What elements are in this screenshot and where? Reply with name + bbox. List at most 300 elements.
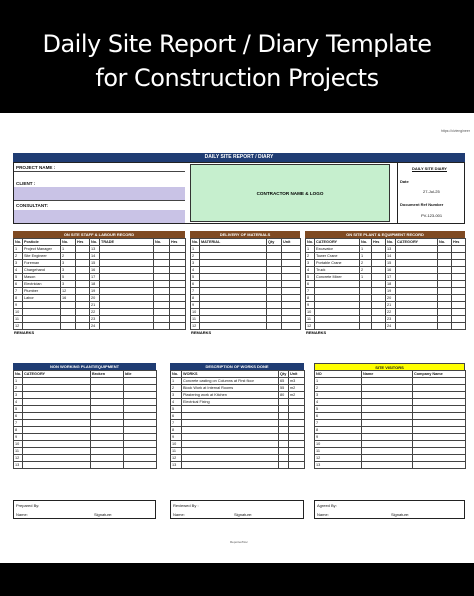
table-cell[interactable]	[413, 462, 466, 469]
table-cell[interactable]	[372, 316, 386, 323]
table-cell[interactable]	[23, 441, 91, 448]
table-cell[interactable]	[360, 302, 372, 309]
table-cell[interactable]	[61, 323, 76, 330]
table-cell[interactable]	[76, 246, 90, 253]
table-cell[interactable]	[124, 462, 157, 469]
table-cell[interactable]: Plastering work at Kitchen	[182, 392, 279, 399]
table-cell[interactable]: Electrical Fixing	[182, 399, 279, 406]
table-cell[interactable]	[200, 302, 267, 309]
table-cell[interactable]	[452, 246, 466, 253]
table-cell[interactable]: 14	[386, 253, 396, 260]
table-cell[interactable]	[91, 378, 124, 385]
table-cell[interactable]	[170, 253, 186, 260]
table-cell[interactable]	[23, 455, 91, 462]
table-cell[interactable]	[282, 274, 301, 281]
table-cell[interactable]	[413, 378, 466, 385]
table-cell[interactable]	[182, 413, 279, 420]
table-cell[interactable]	[372, 267, 386, 274]
table-cell[interactable]	[438, 267, 452, 274]
table-cell[interactable]	[124, 413, 157, 420]
table-cell[interactable]	[100, 246, 154, 253]
table-cell[interactable]: 18	[386, 281, 396, 288]
table-cell[interactable]	[200, 246, 267, 253]
table-cell[interactable]	[315, 295, 360, 302]
table-cell[interactable]: 19	[386, 288, 396, 295]
table-cell[interactable]: 3	[61, 267, 76, 274]
table-cell[interactable]: 17	[90, 274, 100, 281]
table-cell[interactable]	[124, 378, 157, 385]
table-cell[interactable]	[91, 413, 124, 420]
table-cell[interactable]	[154, 316, 170, 323]
table-cell[interactable]	[76, 302, 90, 309]
table-cell[interactable]	[200, 281, 267, 288]
table-cell[interactable]: Tower Crane	[315, 253, 360, 260]
table-cell[interactable]	[438, 253, 452, 260]
table-cell[interactable]	[413, 399, 466, 406]
table-cell[interactable]	[396, 281, 438, 288]
table-cell[interactable]	[279, 448, 289, 455]
table-cell[interactable]	[267, 295, 282, 302]
table-cell[interactable]	[362, 378, 413, 385]
table-cell[interactable]	[100, 302, 154, 309]
table-cell[interactable]	[452, 281, 466, 288]
table-cell[interactable]	[362, 427, 413, 434]
table-cell[interactable]	[362, 392, 413, 399]
table-cell[interactable]	[282, 295, 301, 302]
table-cell[interactable]	[362, 399, 413, 406]
table-cell[interactable]	[267, 260, 282, 267]
table-cell[interactable]: 24	[90, 323, 100, 330]
table-cell[interactable]	[200, 260, 267, 267]
table-cell[interactable]: 24	[386, 323, 396, 330]
table-cell[interactable]: Concrete casting on Columns at First floor	[182, 378, 279, 385]
table-cell[interactable]	[452, 323, 466, 330]
table-cell[interactable]	[182, 406, 279, 413]
table-cell[interactable]	[362, 455, 413, 462]
table-cell[interactable]	[396, 246, 438, 253]
table-cell[interactable]	[282, 267, 301, 274]
table-cell[interactable]: 2	[360, 267, 372, 274]
table-cell[interactable]	[23, 434, 91, 441]
table-cell[interactable]	[396, 253, 438, 260]
table-cell[interactable]: 5	[61, 274, 76, 281]
table-cell[interactable]: Truck	[315, 267, 360, 274]
table-cell[interactable]	[282, 288, 301, 295]
table-cell[interactable]	[124, 420, 157, 427]
table-cell[interactable]	[170, 281, 186, 288]
table-cell[interactable]	[438, 309, 452, 316]
table-cell[interactable]	[360, 295, 372, 302]
table-cell[interactable]	[362, 448, 413, 455]
table-cell[interactable]	[23, 309, 61, 316]
table-cell[interactable]	[360, 288, 372, 295]
table-cell[interactable]	[413, 385, 466, 392]
table-cell[interactable]	[23, 378, 91, 385]
table-cell[interactable]: 23	[90, 316, 100, 323]
table-cell[interactable]	[372, 281, 386, 288]
table-cell[interactable]	[267, 253, 282, 260]
table-cell[interactable]	[279, 455, 289, 462]
table-cell[interactable]	[396, 316, 438, 323]
table-cell[interactable]	[372, 274, 386, 281]
table-cell[interactable]	[23, 462, 91, 469]
table-cell[interactable]: 17	[386, 274, 396, 281]
table-cell[interactable]	[200, 253, 267, 260]
table-cell[interactable]	[23, 316, 61, 323]
agreed-by-name[interactable]: Name:	[317, 512, 329, 517]
table-cell[interactable]	[360, 281, 372, 288]
table-cell[interactable]	[267, 316, 282, 323]
table-cell[interactable]: 16	[386, 267, 396, 274]
table-cell[interactable]	[91, 455, 124, 462]
table-cell[interactable]: 3	[61, 281, 76, 288]
table-cell[interactable]	[279, 413, 289, 420]
table-cell[interactable]	[182, 441, 279, 448]
table-cell[interactable]	[360, 309, 372, 316]
table-cell[interactable]	[372, 260, 386, 267]
table-cell[interactable]	[100, 267, 154, 274]
table-cell[interactable]	[372, 295, 386, 302]
table-cell[interactable]	[282, 316, 301, 323]
table-cell[interactable]: 3	[61, 260, 76, 267]
table-cell[interactable]	[182, 420, 279, 427]
table-cell[interactable]	[289, 462, 305, 469]
table-cell[interactable]	[289, 441, 305, 448]
table-cell[interactable]	[413, 413, 466, 420]
agreed-by-signature[interactable]: Signature:	[391, 512, 410, 517]
table-cell[interactable]	[91, 406, 124, 413]
table-cell[interactable]	[124, 448, 157, 455]
table-cell[interactable]: Electrician	[23, 281, 61, 288]
table-cell[interactable]	[170, 267, 186, 274]
table-cell[interactable]: 23	[386, 316, 396, 323]
table-cell[interactable]	[23, 399, 91, 406]
table-cell[interactable]	[452, 253, 466, 260]
table-cell[interactable]	[91, 434, 124, 441]
table-cell[interactable]	[76, 309, 90, 316]
table-cell[interactable]: Plumber	[23, 288, 61, 295]
table-cell[interactable]	[279, 399, 289, 406]
table-cell[interactable]	[438, 288, 452, 295]
table-cell[interactable]	[438, 323, 452, 330]
table-cell[interactable]	[438, 281, 452, 288]
table-cell[interactable]	[282, 323, 301, 330]
table-cell[interactable]	[372, 323, 386, 330]
table-cell[interactable]	[413, 427, 466, 434]
table-cell[interactable]	[315, 316, 360, 323]
table-cell[interactable]	[91, 392, 124, 399]
table-cell[interactable]	[182, 455, 279, 462]
table-cell[interactable]	[315, 288, 360, 295]
table-cell[interactable]	[289, 413, 305, 420]
table-cell[interactable]	[154, 253, 170, 260]
table-cell[interactable]	[124, 399, 157, 406]
table-cell[interactable]	[279, 427, 289, 434]
table-cell[interactable]	[91, 448, 124, 455]
table-cell[interactable]: 21	[386, 302, 396, 309]
table-cell[interactable]: 15	[386, 260, 396, 267]
table-cell[interactable]	[100, 316, 154, 323]
table-cell[interactable]	[200, 316, 267, 323]
table-cell[interactable]	[76, 260, 90, 267]
table-cell[interactable]: 13	[386, 246, 396, 253]
table-cell[interactable]	[362, 385, 413, 392]
prepared-by-name[interactable]: Name:	[16, 512, 28, 517]
table-cell[interactable]	[124, 392, 157, 399]
table-cell[interactable]	[279, 406, 289, 413]
table-cell[interactable]: Site Engineer	[23, 253, 61, 260]
table-cell[interactable]	[170, 260, 186, 267]
table-cell[interactable]	[200, 295, 267, 302]
table-cell[interactable]	[182, 434, 279, 441]
table-cell[interactable]: Foreman	[23, 260, 61, 267]
table-cell[interactable]: Project Manager	[23, 246, 61, 253]
table-cell[interactable]	[76, 253, 90, 260]
table-cell[interactable]	[396, 274, 438, 281]
table-cell[interactable]	[23, 413, 91, 420]
table-cell[interactable]	[23, 406, 91, 413]
table-cell[interactable]: Chargehand	[23, 267, 61, 274]
table-cell[interactable]	[282, 260, 301, 267]
table-cell[interactable]	[396, 302, 438, 309]
table-cell[interactable]: 16	[90, 267, 100, 274]
table-cell[interactable]: 21	[90, 302, 100, 309]
table-cell[interactable]	[282, 281, 301, 288]
table-cell[interactable]	[289, 434, 305, 441]
table-cell[interactable]	[154, 295, 170, 302]
table-cell[interactable]: 14	[90, 253, 100, 260]
table-cell[interactable]	[452, 288, 466, 295]
table-cell[interactable]: m3	[289, 378, 305, 385]
table-cell[interactable]	[279, 420, 289, 427]
table-cell[interactable]	[100, 288, 154, 295]
table-cell[interactable]	[282, 302, 301, 309]
table-cell[interactable]	[360, 316, 372, 323]
table-cell[interactable]	[91, 420, 124, 427]
table-cell[interactable]: 1	[360, 253, 372, 260]
reviewed-by-name[interactable]: Name:	[173, 512, 185, 517]
table-cell[interactable]	[267, 302, 282, 309]
table-cell[interactable]	[438, 274, 452, 281]
table-cell[interactable]	[200, 274, 267, 281]
table-cell[interactable]	[438, 295, 452, 302]
table-cell[interactable]: 20	[386, 295, 396, 302]
table-cell[interactable]: 2	[360, 260, 372, 267]
table-cell[interactable]	[452, 260, 466, 267]
table-cell[interactable]	[315, 309, 360, 316]
table-cell[interactable]	[200, 323, 267, 330]
table-cell[interactable]	[362, 441, 413, 448]
table-cell[interactable]	[267, 274, 282, 281]
table-cell[interactable]	[267, 288, 282, 295]
table-cell[interactable]	[200, 288, 267, 295]
table-cell[interactable]	[438, 302, 452, 309]
table-cell[interactable]	[372, 288, 386, 295]
table-cell[interactable]	[267, 323, 282, 330]
table-cell[interactable]	[182, 427, 279, 434]
table-cell[interactable]: 2	[61, 253, 76, 260]
table-cell[interactable]	[362, 462, 413, 469]
table-cell[interactable]	[100, 309, 154, 316]
table-cell[interactable]: Labor	[23, 295, 61, 302]
table-cell[interactable]: 19	[90, 288, 100, 295]
table-cell[interactable]	[396, 309, 438, 316]
table-cell[interactable]	[170, 316, 186, 323]
table-cell[interactable]: 80	[279, 392, 289, 399]
table-cell[interactable]	[362, 413, 413, 420]
consultant-field[interactable]	[14, 210, 185, 223]
table-cell[interactable]	[452, 267, 466, 274]
reviewed-by-signature[interactable]: Signature:	[234, 512, 253, 517]
table-cell[interactable]	[413, 406, 466, 413]
table-cell[interactable]	[396, 288, 438, 295]
table-cell[interactable]	[170, 288, 186, 295]
table-cell[interactable]	[170, 309, 186, 316]
client-field[interactable]	[14, 187, 185, 200]
table-cell[interactable]	[200, 309, 267, 316]
table-cell[interactable]	[267, 281, 282, 288]
table-cell[interactable]	[413, 434, 466, 441]
table-cell[interactable]	[23, 323, 61, 330]
table-cell[interactable]	[170, 295, 186, 302]
table-cell[interactable]	[154, 274, 170, 281]
table-cell[interactable]	[267, 309, 282, 316]
table-cell[interactable]	[282, 246, 301, 253]
table-cell[interactable]: 1	[61, 246, 76, 253]
table-cell[interactable]	[154, 302, 170, 309]
table-cell[interactable]	[289, 448, 305, 455]
table-cell[interactable]: 18	[90, 281, 100, 288]
table-cell[interactable]	[452, 302, 466, 309]
table-cell[interactable]	[100, 295, 154, 302]
table-cell[interactable]	[23, 427, 91, 434]
table-cell[interactable]	[413, 420, 466, 427]
table-cell[interactable]	[76, 267, 90, 274]
table-cell[interactable]	[372, 302, 386, 309]
table-cell[interactable]	[76, 316, 90, 323]
prepared-by-signature[interactable]: Signature:	[94, 512, 113, 517]
table-cell[interactable]	[76, 323, 90, 330]
table-cell[interactable]	[396, 267, 438, 274]
table-cell[interactable]	[170, 302, 186, 309]
table-cell[interactable]	[362, 420, 413, 427]
table-cell[interactable]	[289, 399, 305, 406]
table-cell[interactable]	[91, 462, 124, 469]
table-cell[interactable]: m2	[289, 392, 305, 399]
table-cell[interactable]	[182, 448, 279, 455]
table-cell[interactable]	[362, 434, 413, 441]
table-cell[interactable]: 13	[90, 246, 100, 253]
table-cell[interactable]	[452, 309, 466, 316]
table-cell[interactable]	[372, 309, 386, 316]
table-cell[interactable]: 55	[279, 385, 289, 392]
table-cell[interactable]	[100, 260, 154, 267]
table-cell[interactable]: 22	[386, 309, 396, 316]
table-cell[interactable]	[282, 253, 301, 260]
table-cell[interactable]	[413, 441, 466, 448]
table-cell[interactable]	[76, 295, 90, 302]
table-cell[interactable]	[413, 392, 466, 399]
table-cell[interactable]	[61, 309, 76, 316]
table-cell[interactable]	[124, 434, 157, 441]
table-cell[interactable]	[452, 295, 466, 302]
table-cell[interactable]	[413, 455, 466, 462]
table-cell[interactable]	[154, 288, 170, 295]
table-cell[interactable]: 12	[61, 288, 76, 295]
table-cell[interactable]: Excavator	[315, 246, 360, 253]
table-cell[interactable]	[267, 246, 282, 253]
table-cell[interactable]	[279, 434, 289, 441]
table-cell[interactable]	[315, 323, 360, 330]
table-cell[interactable]	[170, 323, 186, 330]
table-cell[interactable]	[23, 392, 91, 399]
table-cell[interactable]	[438, 260, 452, 267]
table-cell[interactable]	[91, 399, 124, 406]
table-cell[interactable]	[91, 441, 124, 448]
table-cell[interactable]	[100, 274, 154, 281]
table-cell[interactable]	[413, 448, 466, 455]
table-cell[interactable]	[23, 448, 91, 455]
table-cell[interactable]: 15	[90, 260, 100, 267]
table-cell[interactable]	[76, 281, 90, 288]
table-cell[interactable]	[61, 316, 76, 323]
table-cell[interactable]	[279, 441, 289, 448]
table-cell[interactable]: Portable Crane	[315, 260, 360, 267]
table-cell[interactable]: Concrete Mixer	[315, 274, 360, 281]
table-cell[interactable]	[289, 420, 305, 427]
table-cell[interactable]	[154, 309, 170, 316]
table-cell[interactable]	[100, 281, 154, 288]
table-cell[interactable]	[154, 323, 170, 330]
table-cell[interactable]	[396, 323, 438, 330]
table-cell[interactable]	[289, 455, 305, 462]
table-cell[interactable]	[124, 427, 157, 434]
table-cell[interactable]: 65	[279, 378, 289, 385]
table-cell[interactable]: 22	[90, 309, 100, 316]
table-cell[interactable]	[438, 316, 452, 323]
table-cell[interactable]	[61, 302, 76, 309]
table-cell[interactable]	[315, 281, 360, 288]
table-cell[interactable]	[154, 281, 170, 288]
table-cell[interactable]	[372, 246, 386, 253]
table-cell[interactable]: Block Work at Internal Rooms	[182, 385, 279, 392]
table-cell[interactable]	[154, 260, 170, 267]
table-cell[interactable]: Mason	[23, 274, 61, 281]
table-cell[interactable]	[372, 253, 386, 260]
table-cell[interactable]: 1	[360, 246, 372, 253]
table-cell[interactable]	[124, 406, 157, 413]
table-cell[interactable]	[23, 302, 61, 309]
table-cell[interactable]	[452, 316, 466, 323]
table-cell[interactable]	[438, 246, 452, 253]
table-cell[interactable]	[91, 427, 124, 434]
table-cell[interactable]	[154, 246, 170, 253]
table-cell[interactable]: 20	[90, 295, 100, 302]
table-cell[interactable]	[289, 427, 305, 434]
table-cell[interactable]	[76, 274, 90, 281]
table-cell[interactable]	[23, 385, 91, 392]
table-cell[interactable]	[282, 309, 301, 316]
table-cell[interactable]	[360, 323, 372, 330]
table-cell[interactable]	[154, 267, 170, 274]
table-cell[interactable]	[182, 462, 279, 469]
table-cell[interactable]	[279, 462, 289, 469]
table-cell[interactable]	[124, 455, 157, 462]
table-cell[interactable]	[76, 288, 90, 295]
table-cell[interactable]	[100, 323, 154, 330]
table-cell[interactable]	[200, 267, 267, 274]
table-cell[interactable]	[396, 260, 438, 267]
